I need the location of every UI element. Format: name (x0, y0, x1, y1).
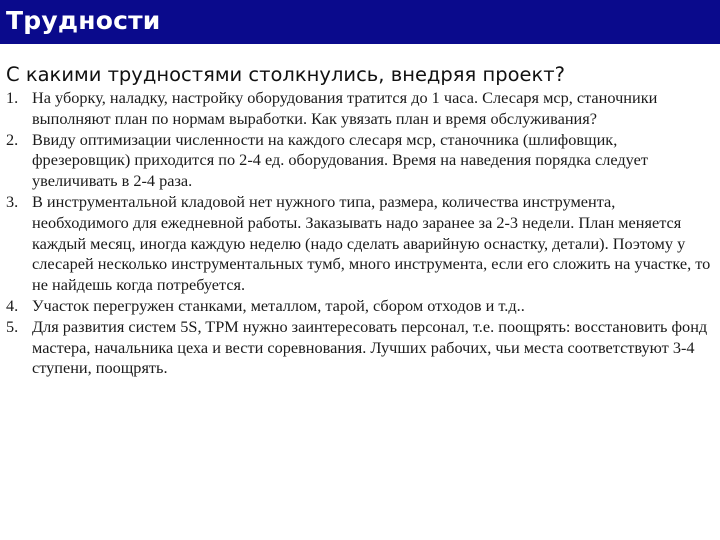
list-item-number: 1. (6, 88, 19, 107)
slide-subtitle: С какими трудностями столкнулись, внедряя проект? (6, 63, 565, 86)
list-item-text: Участок перегружен станками, металлом, тарой, сбором отходов и т.д.. (32, 295, 525, 315)
list-item-text: На уборку, наладку, настройку оборудования тратится до 1 часа. Слесаря мср, станочники выполняют план по нормам выработки. Как увязать план и время обслуживания? (32, 88, 658, 128)
list-item (6, 130, 712, 192)
title-bar (0, 0, 720, 44)
list-item (6, 317, 712, 379)
list-item-text: В инструментальной кладовой нет нужного типа, размера, количества инструмента, необходимого для ежедневной работы. Заказывать надо заранее за 2-3 недели. План меняется каждый месяц, иногда каждую неделю (надо сделать аварийную оснастку, детали). Поэтому у слесарей несколько инструментальных тумб, много инструмента, если его сложить на участке, то не найдешь когда потребуется. (32, 191, 711, 295)
list-item (6, 192, 712, 296)
difficulties-list (6, 88, 712, 379)
list-item (6, 296, 712, 317)
list-item-number: 3. (6, 191, 19, 211)
list-item-number: 4. (6, 295, 19, 315)
list-item-number: 5. (6, 316, 19, 336)
list-item-text: Для развития систем 5S, TPM нужно заинтересовать персонал, т.е. поощрять: восстановить фонд мастера, начальника цеха и вести соревнования. Лучших рабочих, чьи места соответствуют 3-4 ступени, поощрять. (32, 316, 708, 378)
list-item-number: 2. (6, 129, 19, 149)
slide-title: Трудности (6, 6, 161, 35)
list-item (6, 88, 712, 130)
list-item-text: Ввиду оптимизации численности на каждого слесаря мср, станочника (шлифовщик, фрезеровщик) приходится по 2-4 ед. оборудования. Время на наведения порядка следует увеличивать в 2-4 раза. (32, 129, 648, 191)
